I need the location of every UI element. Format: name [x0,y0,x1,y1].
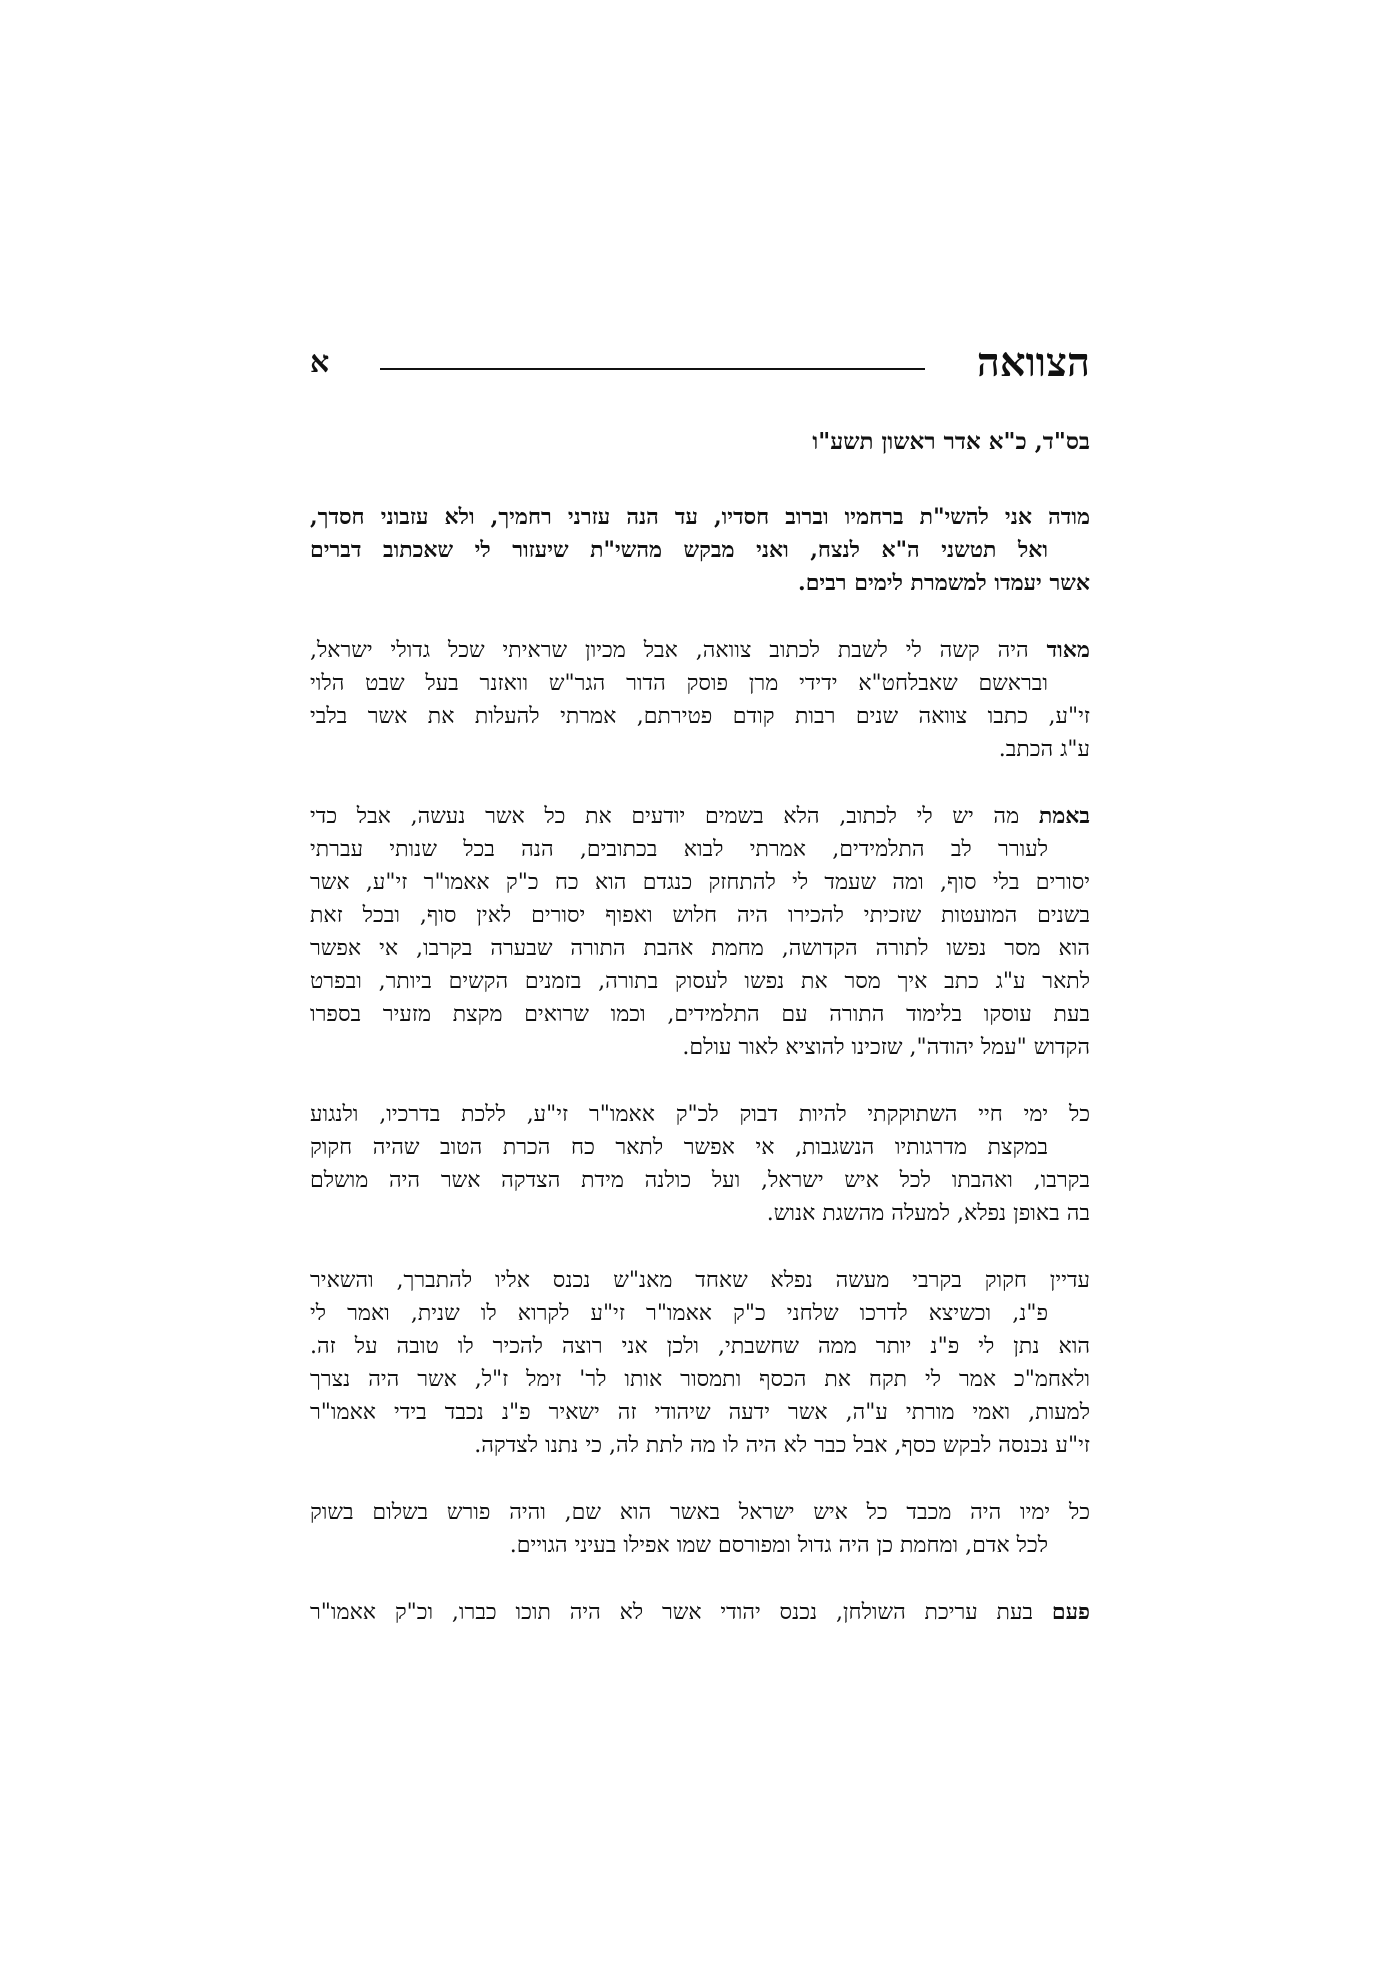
text-line: במקצת מדרגותיו הנשגבות, אי אפשר לתאר כח הכרת הטוב שהיה חקוק [310,1135,1048,1160]
paragraph-charity-story [310,1264,1090,1462]
lead-word: פעם [1051,1599,1090,1625]
text-line: הוא נתן לי פ"נ יותר ממה שחשבתי, ולכן אני רוצה להכיר לו טובה על זה. [310,1334,1090,1359]
paragraph-opening-thanks [310,501,1090,600]
page-title: הצוואה [976,339,1090,386]
text-line: לכל אדם, ומחמת כן היה גדול ומפורסם שמו אפילו בעיני הגויים. [509,1533,1048,1558]
paragraph-suffering-and-torah [310,800,1090,1064]
text-line: ולאחמ"כ אמר לי תקח את הכסף ותמסור אותו לר' זימל ז"ל, אשר היה נצרך [310,1367,1090,1392]
text-line: הוא מסר נפשו לתורה הקדושה, מחמת אהבת התורה שבערה בקרבו, אי אפשר [310,936,1090,961]
text-line [310,634,1090,667]
text-line: זי"ע נכנסה לבקש כסף, אבל כבר לא היה לו מה לתת לה, כי נתנו לצדקה. [474,1433,1090,1458]
text-line: כל ימיו היה מכבד כל איש ישראל באשר הוא שם, והיה פורש בשלום בשוק [310,1500,1090,1525]
text-line: ואל תטשני ה"א לנצח, ואני מבקש מהשי"ת שיעזור לי שאכתוב דברים [310,537,1048,563]
text-line: בה באופן נפלא, למעלה מהשגת אנוש. [766,1201,1090,1226]
text-line: בשנים המועטות שזכיתי להכירו היה חלוש ואפוף יסורים לאין סוף, ובכל זאת [310,903,1090,928]
page-header [310,340,1090,390]
header-rule [380,368,925,370]
text-line: מודה אני להשי"ת ברחמיו וברוב חסדיו, עד הנה עזרני רחמיך, ולא עזבוני חסדך, [310,504,1090,530]
line-text: מה יש לי לכתוב, הלא בשמים יודעים את כל אשר נעשה, אבל כדי [310,804,1020,829]
text-line: לעורר לב התלמידים, אמרתי לבוא בכתובים, הנה בכל שנותי עברתי [310,837,1048,862]
paragraph-table-story [310,1596,1090,1629]
line-text: בעת עריכת השולחן, נכנס יהודי אשר לא היה תוכו כברו, וכ"ק אאמו"ר [310,1600,1034,1625]
text-line: כל ימי חיי השתוקקתי להיות דבוק לכ"ק אאמו"ר זי"ע, ללכת בדרכיו, ולנגוע [310,1102,1090,1127]
text-line [310,800,1090,833]
text-line: יסורים בלי סוף, ומה שעמד לי להתחזק כנגדם הוא כח כ"ק אאמו"ר זי"ע, אשר [310,870,1090,895]
text-line: למעות, ואמי מורתי ע"ה, אשר ידעה שיהודי זה ישאיר פ"נ נכבד בידי אאמו"ר [310,1400,1090,1425]
text-line: אשר יעמדו למשמרת לימים רבים. [798,570,1090,596]
lead-word: באמת [1038,803,1090,829]
text-line: בקרבו, ואהבתו לכל איש ישראל, ועל כולנה מידת הצדקה אשר היה מושלם [310,1168,1090,1193]
text-line: בעת עוסקו בלימוד התורה עם התלמידים, וכמו שרואים מקצת מזעיר בספרו [310,1002,1090,1027]
lead-word: מאוד [1046,637,1090,663]
text-line: ע"ג הכתב. [998,737,1090,762]
line-text: היה קשה לי לשבת לכתוב צוואה, אבל מכיון שראיתי שכל גדולי ישראל, [310,638,1029,663]
paragraph-honoring-all [310,1496,1090,1562]
text-line: זי"ע, כתבו צוואה שנים רבות קודם פטירתם, אמרתי להעלות את אשר בלבי [310,704,1090,729]
paragraph-cleaving [310,1098,1090,1230]
page-number: א [310,345,330,380]
text-line: לתאר ע"ג כתב איך מסר את נפשו לעסוק בתורה, בזמנים הקשים ביותר, ובפרט [310,969,1090,994]
text-line [310,1596,1090,1629]
date-line: בס"ד, כ"א אדר ראשון תשע"ו [812,428,1090,455]
document-body [310,425,1090,1663]
text-line: עדיין חקוק בקרבי מעשה נפלא שאחד מאנ"ש נכנס אליו להתברך, והשאיר [310,1268,1090,1293]
text-line: פ"נ, וכשיצא לדרכו שלחני כ"ק אאמו"ר זי"ע לקרוא לו שנית, ואמר לי [310,1301,1048,1326]
paragraph-writing-will [310,634,1090,766]
text-line: הקדוש "עמל יהודה", שזכינו להוציא לאור עולם. [682,1035,1090,1060]
text-line: ובראשם שאבלחט"א ידידי מרן פוסק הדור הגר"ש וואזנר בעל שבט הלוי [310,671,1048,696]
